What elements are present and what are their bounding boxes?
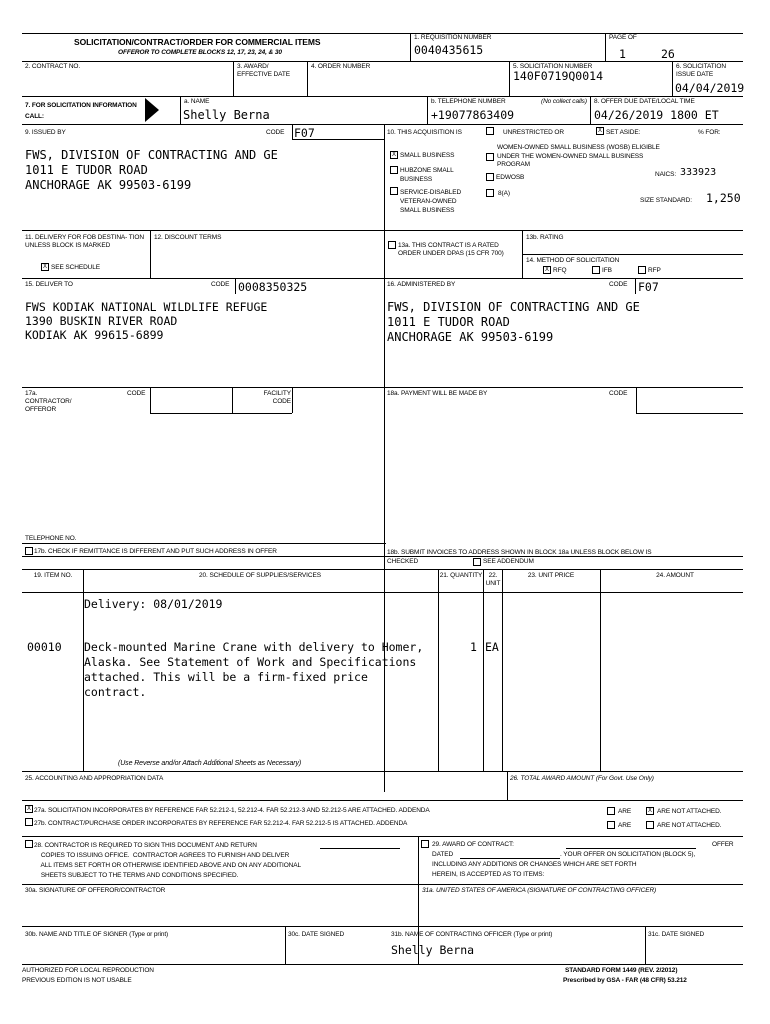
pct-for-label: % FOR: <box>698 129 721 136</box>
set-aside-checkbox[interactable]: X <box>597 128 602 134</box>
date-30c-label: 30c. DATE SIGNED <box>288 931 345 938</box>
administered-code: F07 <box>638 280 659 294</box>
footer-prescribed: Prescribed by GSA - FAR (48 CFR) 53.212 <box>563 977 687 984</box>
administered-code-label: CODE <box>609 281 628 288</box>
block7-label: 7. FOR SOLICITATION INFORMATION CALL: <box>25 102 137 120</box>
order-number-label: 4. ORDER NUMBER <box>311 63 371 70</box>
contractor-code-label: CODE <box>127 390 146 397</box>
submit-invoices-label: 18b. SUBMIT INVOICES TO ADDRESS SHOWN IN BLOCK 18a UNLESS BLOCK BELOW IS CHECKED <box>387 549 652 565</box>
offer-due-label: 8. OFFER DUE DATE/LOCAL TIME <box>594 98 695 105</box>
27a-are-not-label: ARE NOT ATTACHED. <box>657 808 722 815</box>
see-addendum-label: SEE ADDENDUM <box>483 558 534 565</box>
deliver-to-code: 0008350325 <box>238 280 308 294</box>
facility-code-label: FACILITY CODE <box>263 390 291 405</box>
see-schedule-label: SEE SCHEDULE <box>51 264 101 271</box>
schedule-footnote: (Use Reverse and/or Attach Additional Sheets as Necessary) <box>118 760 302 767</box>
27b-are-not-label: ARE NOT ATTACHED. <box>657 822 722 829</box>
award-date-label: 3. AWARD/ EFFECTIVE DATE <box>237 63 291 78</box>
size-standard-value: 1,250 <box>706 191 741 205</box>
telephone-no-label: TELEPHONE NO. <box>25 535 77 542</box>
page-of: 26 <box>661 47 675 61</box>
hubzone-label: HUBZONE SMALL BUSINESS <box>400 167 454 183</box>
27a-are-label: ARE <box>618 808 632 815</box>
wosb-checkbox[interactable] <box>486 153 494 161</box>
27b-checkbox[interactable] <box>25 818 33 826</box>
rfp-label: RFP <box>648 267 661 274</box>
29-herein: HEREIN, IS ACCEPTED AS TO ITEMS: <box>432 871 545 878</box>
29-including: INCLUDING ANY ADDITIONS OR CHANGES WHICH ARE SET FORTH <box>432 861 637 868</box>
administered-address: FWS, DIVISION OF CONTRACTING AND GE 1011 E TUDOR ROAD ANCHORAGE AK 99503-6199 <box>387 300 640 344</box>
29-offer-label: OFFER <box>712 841 734 848</box>
27a-checkbox[interactable]: X <box>26 806 31 812</box>
edwosb-checkbox[interactable] <box>486 173 494 181</box>
ifb-label: IFB <box>602 267 612 274</box>
arrow-icon <box>145 98 159 122</box>
remittance-checkbox[interactable] <box>25 547 33 555</box>
size-standard-label: SIZE STANDARD: <box>640 197 692 204</box>
footer-form-number: STANDARD FORM 1449 (REV. 2/2012) <box>565 967 678 974</box>
rating-label: 13b. RATING <box>526 234 564 241</box>
no-collect-label: (No collect calls) <box>541 98 587 105</box>
eight-a-checkbox[interactable] <box>486 189 494 197</box>
deliver-to-address: FWS KODIAK NATIONAL WILDLIFE REFUGE 1390 BUSKIN RIVER ROAD KODIAK AK 99615-6899 <box>25 300 268 342</box>
accounting-label: 25. ACCOUNTING AND APPROPRIATION DATA <box>25 775 164 782</box>
issue-date-value: 04/04/2019 <box>675 81 745 95</box>
28-checkbox[interactable] <box>25 840 33 848</box>
see-schedule-checkbox[interactable]: X <box>42 264 47 270</box>
remittance-label: 17b. CHECK IF REMITTANCE IS DIFFERENT AND PUT SUCH ADDRESS IN OFFER <box>34 548 277 555</box>
contact-name: Shelly Berna <box>183 108 270 122</box>
col-unit-price: 23. UNIT PRICE <box>527 572 575 579</box>
offer-due-value: 04/26/2019 1800 ET <box>594 108 719 122</box>
deliver-to-label: 15. DELIVER TO <box>25 281 73 288</box>
rfq-label: RFQ <box>553 267 567 274</box>
27b-text: 27b. CONTRACT/PURCHASE ORDER INCORPORATES BY REFERENCE FAR 52.212-4. FAR 52.212-5 IS ATTACHED. ADDENDA <box>34 820 408 827</box>
col-schedule: 20. SCHEDULE OF SUPPLIES/SERVICES <box>199 572 321 579</box>
issued-by-code: F07 <box>294 126 315 140</box>
item-description: Deck-mounted Marine Crane with delivery to Homer, Alaska. See Statement of Work and Specifications attached. This will be a firm-fixed price contract. <box>84 640 424 699</box>
name-31b-label: 31b. NAME OF CONTRACTING OFFICER (Type or print) <box>391 931 553 938</box>
page-label: PAGE OF <box>609 34 637 41</box>
unrestricted-label: UNRESTRICTED OR <box>503 129 564 136</box>
acquisition-label: 10. THIS ACQUISITION IS <box>387 129 462 136</box>
item-quantity: 1 <box>470 640 477 654</box>
eight-a-label: 8(A) <box>498 190 510 197</box>
sig-31a-label: 31a. UNITED STATES OF AMERICA (SIGNATURE OF CONTRACTING OFFICER) <box>422 887 657 894</box>
small-business-checkbox[interactable]: X <box>391 152 396 158</box>
29-award-label: 29. AWARD OF CONTRACT: <box>432 841 514 848</box>
27a-are-checkbox[interactable] <box>607 807 615 815</box>
contract-no-label: 2. CONTRACT NO. <box>25 63 81 70</box>
delivery-fob-label: 11. DELIVERY FOR FOB DESTINA- TION UNLESS BLOCK IS MARKED <box>25 234 144 249</box>
sdvosb-label: SERVICE-DISABLED VETERAN-OWNED SMALL BUSINESS <box>400 189 462 214</box>
issued-by-code-label: CODE <box>266 129 285 136</box>
total-award-label: 26. TOTAL AWARD AMOUNT (For Govt. Use Only) <box>510 775 654 782</box>
sdvosb-checkbox[interactable] <box>390 187 398 195</box>
payment-label: 18a. PAYMENT WILL BE MADE BY <box>387 390 488 397</box>
page-num: 1 <box>619 47 626 61</box>
issued-by-address: FWS, DIVISION OF CONTRACTING AND GE 1011 E TUDOR ROAD ANCHORAGE AK 99503-6199 <box>25 148 278 192</box>
discount-terms-label: 12. DISCOUNT TERMS <box>154 234 222 241</box>
solicitation-number-value: 140F0719Q0014 <box>513 69 604 83</box>
issue-date-label: 6. SOLICITATION ISSUE DATE <box>676 63 726 78</box>
method-label: 14. METHOD OF SOLICITATION <box>526 257 620 264</box>
form-subtitle: OFFEROR TO COMPLETE BLOCKS 12, 17, 23, 24, & 30 <box>118 49 282 56</box>
naics-value: 333923 <box>680 167 717 178</box>
27b-are-label: ARE <box>618 822 632 829</box>
set-aside-label: SET ASIDE: <box>606 129 641 136</box>
col-amount: 24. AMOUNT <box>656 572 694 579</box>
rated-order-label: 13a. THIS CONTRACT IS A RATED ORDER UNDER DPAS (15 CFR 700) <box>398 242 504 257</box>
item-number: 00010 <box>27 640 62 654</box>
deliver-to-code-label: CODE <box>211 281 230 288</box>
issued-by-label: 9. ISSUED BY <box>25 129 66 136</box>
rated-order-checkbox[interactable] <box>388 241 396 249</box>
payment-code-label: CODE <box>609 390 628 397</box>
date-31c-label: 31c. DATE SIGNED <box>648 931 705 938</box>
edwosb-label: EDWOSB <box>496 174 525 181</box>
small-business-label: SMALL BUSINESS <box>400 152 455 159</box>
hubzone-checkbox[interactable] <box>390 166 398 174</box>
col-item-no: 19. ITEM NO. <box>33 572 73 579</box>
27a-are-not-checkbox[interactable]: X <box>647 808 652 814</box>
item-unit: EA <box>485 640 499 654</box>
footer-previous: PREVIOUS EDITION IS NOT USABLE <box>22 977 132 984</box>
phone-value: +19077863409 <box>431 108 515 122</box>
name-label: a. NAME <box>184 98 210 105</box>
29-dated-label: DATED <box>432 851 454 858</box>
naics-label: NAICS: <box>655 171 677 178</box>
unrestricted-checkbox[interactable] <box>486 127 494 135</box>
solicitation-number-label: 5. SOLICITATION NUMBER <box>513 63 593 70</box>
28-text: 28. CONTRACTOR IS REQUIRED TO SIGN THIS DOCUMENT AND RETURN COPIES TO ISSUING OFFICE. CONTRACTOR AGREES TO FURNISH AND DELIVER ALL ITEMS SET FORTH OR OTHERWISE IDENTIFIED ABOVE AND ON ANY ADDITIONAL SHEETS SUBJECT TO THE TERMS AND CONDITIONS SPECIFIED. <box>34 842 302 879</box>
29-checkbox[interactable] <box>421 840 429 848</box>
col-unit: 22. UNIT <box>485 572 501 587</box>
footer-authorized: AUTHORIZED FOR LOCAL REPRODUCTION <box>22 967 154 974</box>
delivery-date-text: Delivery: 08/01/2019 <box>84 597 223 611</box>
col-quantity: 21. QUANTITY <box>439 572 483 579</box>
ifb-checkbox[interactable] <box>592 266 600 274</box>
sig-30a-label: 30a. SIGNATURE OF OFFEROR/CONTRACTOR <box>25 887 166 894</box>
form-title: SOLICITATION/CONTRACT/ORDER FOR COMMERCIAL ITEMS <box>74 37 321 47</box>
rfq-checkbox[interactable]: X <box>544 267 549 273</box>
contractor-label: 17a. CONTRACTOR/ OFFEROR <box>25 390 72 413</box>
see-addendum-checkbox[interactable] <box>473 558 481 566</box>
contracting-officer-name: Shelly Berna <box>391 943 475 957</box>
29-your-offer: . YOUR OFFER ON SOLICITATION (BLOCK 5), <box>560 851 696 858</box>
27b-are-checkbox[interactable] <box>607 821 615 829</box>
27b-are-not-checkbox[interactable] <box>646 821 654 829</box>
name-30b-label: 30b. NAME AND TITLE OF SIGNER (Type or print) <box>25 931 169 938</box>
wosb-label: WOMEN-OWNED SMALL BUSINESS (WOSB) ELIGIBLE UNDER THE WOMEN-OWNED SMALL BUSINESS PROGRAM <box>497 144 660 168</box>
administered-by-label: 16. ADMINISTERED BY <box>387 281 456 288</box>
27a-text: 27a. SOLICITATION INCORPORATES BY REFERENCE FAR 52.212-1, 52.212-4. FAR 52.212-3 AND 52.212-5 ARE ATTACHED. ADDENDA <box>34 807 430 814</box>
req-label: 1. REQUISITION NUMBER <box>414 34 492 41</box>
phone-label: b. TELEPHONE NUMBER <box>431 98 506 105</box>
rfp-checkbox[interactable] <box>638 266 646 274</box>
req-value: 0040435615 <box>414 43 484 57</box>
